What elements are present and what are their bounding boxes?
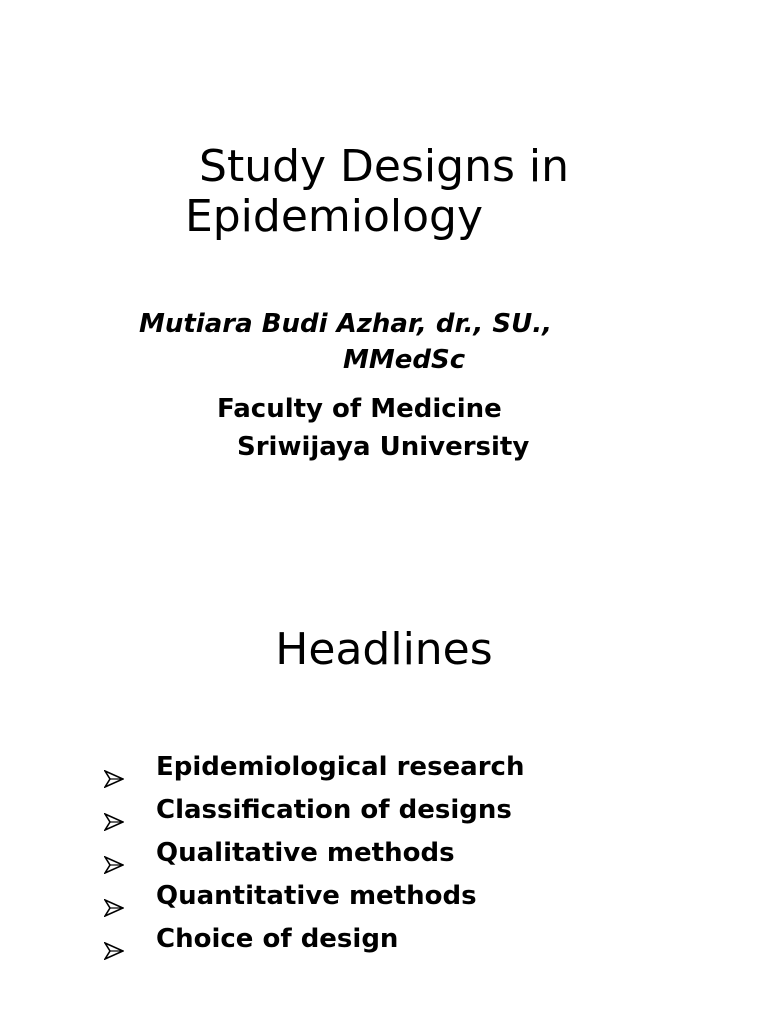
list-item-label: Choice of design	[156, 924, 399, 954]
arrow-bullet-icon	[104, 802, 124, 820]
author-line: MMedSc	[343, 345, 466, 375]
list-item-label: Quantitative methods	[156, 881, 477, 911]
list-item-label: Epidemiological research	[156, 752, 525, 782]
author	[0, 306, 768, 378]
list-item	[0, 832, 768, 875]
affiliation	[0, 390, 768, 466]
list-item-label: Qualitative methods	[156, 838, 455, 868]
arrow-bullet-icon	[104, 931, 124, 949]
list-item	[0, 918, 768, 961]
slide-heading: Headlines	[275, 624, 493, 675]
arrow-bullet-icon	[104, 888, 124, 906]
arrow-bullet-icon	[104, 759, 124, 777]
author-line: Mutiara Budi Azhar, dr., SU.,	[139, 309, 552, 339]
affiliation-line: Sriwijaya University	[237, 432, 530, 462]
list-item	[0, 875, 768, 918]
bullet-list	[0, 746, 768, 961]
slide-title-line: Study Designs in	[199, 141, 569, 192]
headlines-slide	[0, 560, 768, 1024]
slide-title-line: Epidemiology	[184, 191, 484, 242]
list-item-label: Classification of designs	[156, 795, 512, 825]
affiliation-line: Faculty of Medicine	[217, 394, 502, 424]
arrow-bullet-icon	[104, 845, 124, 863]
list-item	[0, 746, 768, 789]
list-item	[0, 789, 768, 832]
slide-title	[0, 142, 768, 242]
